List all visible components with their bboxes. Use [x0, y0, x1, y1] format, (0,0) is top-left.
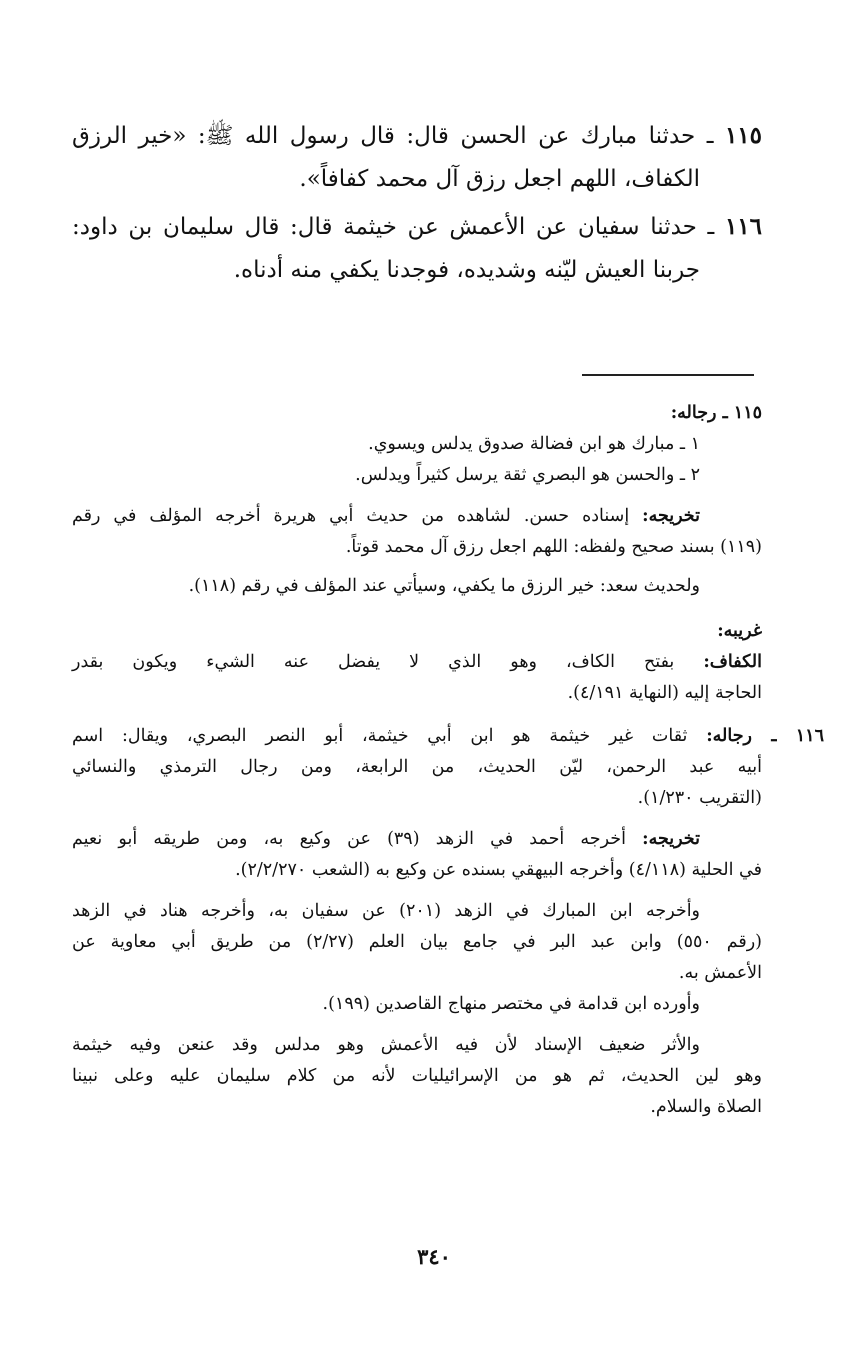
gharib-heading-text: غريبه:	[717, 621, 762, 641]
saad-note: ولحديث سعد: خير الرزق ما يكفي، وسيأتي عند المؤلف في رقم (١١٨).	[188, 576, 700, 596]
footnotes	[72, 398, 824, 1123]
takhrij-line	[72, 824, 762, 855]
rijal-line: (التقريب ١/٢٣٠).	[637, 788, 762, 808]
hadith-line	[72, 114, 762, 158]
hadith-number: ١١٥	[724, 122, 762, 149]
mubarak-line: (رقم ٥٥٠) وابن عبد البر في جامع بيان العلم (٢/٢٧) من طريق أبي معاوية عن	[72, 932, 762, 952]
hadith-text: ـ حدثنا سفيان عن الأعمش عن خيثمة قال: قال سليمان بن داود:	[72, 214, 715, 240]
hadith-115	[72, 114, 762, 201]
hadith-line: الكفاف، اللهم اجعل رزق آل محمد كفافاً».	[299, 166, 700, 192]
gharib-line	[72, 647, 762, 678]
note-heading	[72, 398, 762, 429]
hadith-text: ـ حدثنا مبارك عن الحسن قال: قال رسول الله ﷺ: «خير الرزق	[72, 123, 714, 149]
page-number: ٣٤٠	[417, 1244, 451, 1269]
takhrij-text: إسناده حسن. لشاهده من حديث أبي هريرة أخرجه المؤلف في رقم	[72, 506, 630, 526]
gharib-text: بفتح الكاف، وهو الذي لا يفضل عنه الشيء ويكون بقدر	[72, 652, 675, 672]
athar-line: الصلاة والسلام.	[650, 1097, 762, 1117]
mubarak-line: وأخرجه ابن المبارك في الزهد (٢٠١) عن سفيان به، وأخرجه هناد في الزهد	[72, 901, 701, 921]
rijal-text: ثقات غير خيثمة هو ابن أبي خيثمة، أبو النصر البصري، ويقال: اسم	[72, 726, 688, 746]
note-116-label: ١١٦ ـ رجاله:	[706, 726, 824, 746]
hadith-116	[72, 205, 762, 292]
rijal-item: ٢ ـ والحسن هو البصري ثقة يرسل كثيراً ويدلس.	[355, 465, 700, 485]
takhrij-label: تخريجه:	[642, 829, 700, 849]
takhrij-label: تخريجه:	[642, 506, 700, 526]
takhrij-line: في الحلية (٤/١١٨) وأخرجه البيهقي بسنده عن وكيع به (الشعب ٢/٢/٢٧٠).	[235, 860, 762, 880]
takhrij-line: (١١٩) بسند صحيح ولفظه: اللهم اجعل رزق آل محمد قوتاً.	[345, 537, 762, 557]
takhrij-line	[72, 501, 762, 532]
mubarak-line: الأعمش به.	[678, 963, 762, 983]
qudama-line: وأورده ابن قدامة في مختصر منهاج القاصدين (١٩٩).	[322, 994, 700, 1014]
hadith-number: ١١٦	[724, 213, 762, 240]
hadith-line	[72, 205, 762, 249]
athar-line: وهو لين الحديث، ثم هو من الإسرائيليات لأنه من كلام سليمان عليه وعلى نبينا	[72, 1066, 762, 1086]
gharib-label: الكفاف:	[703, 652, 762, 672]
takhrij-text: أخرجه أحمد في الزهد (٣٩) عن وكيع به، ومن طريقه أبو نعيم	[72, 829, 626, 849]
rijal-item: ١ ـ مبارك هو ابن فضالة صدوق يدلس ويسوي.	[368, 434, 700, 454]
athar-line: والأثر ضعيف الإسناد لأن فيه الأعمش وهو مدلس وقد عنعن وفيه خيثمة	[72, 1035, 700, 1055]
rijal-line: أبيه عبد الرحمن، ليّن الحديث، من الرابعة، ومن رجال الترمذي والنسائي	[72, 757, 762, 777]
note-116-rijal	[72, 721, 824, 752]
note-115-heading: ١١٥ ـ رجاله:	[670, 403, 762, 423]
footnote-separator	[582, 374, 754, 376]
gharib-heading	[72, 616, 762, 647]
gharib-line: الحاجة إليه (النهاية ٤/١٩١).	[567, 683, 762, 703]
hadith-line: جربنا العيش ليّنه وشديده، فوجدنا يكفي منه أدناه.	[233, 257, 700, 283]
